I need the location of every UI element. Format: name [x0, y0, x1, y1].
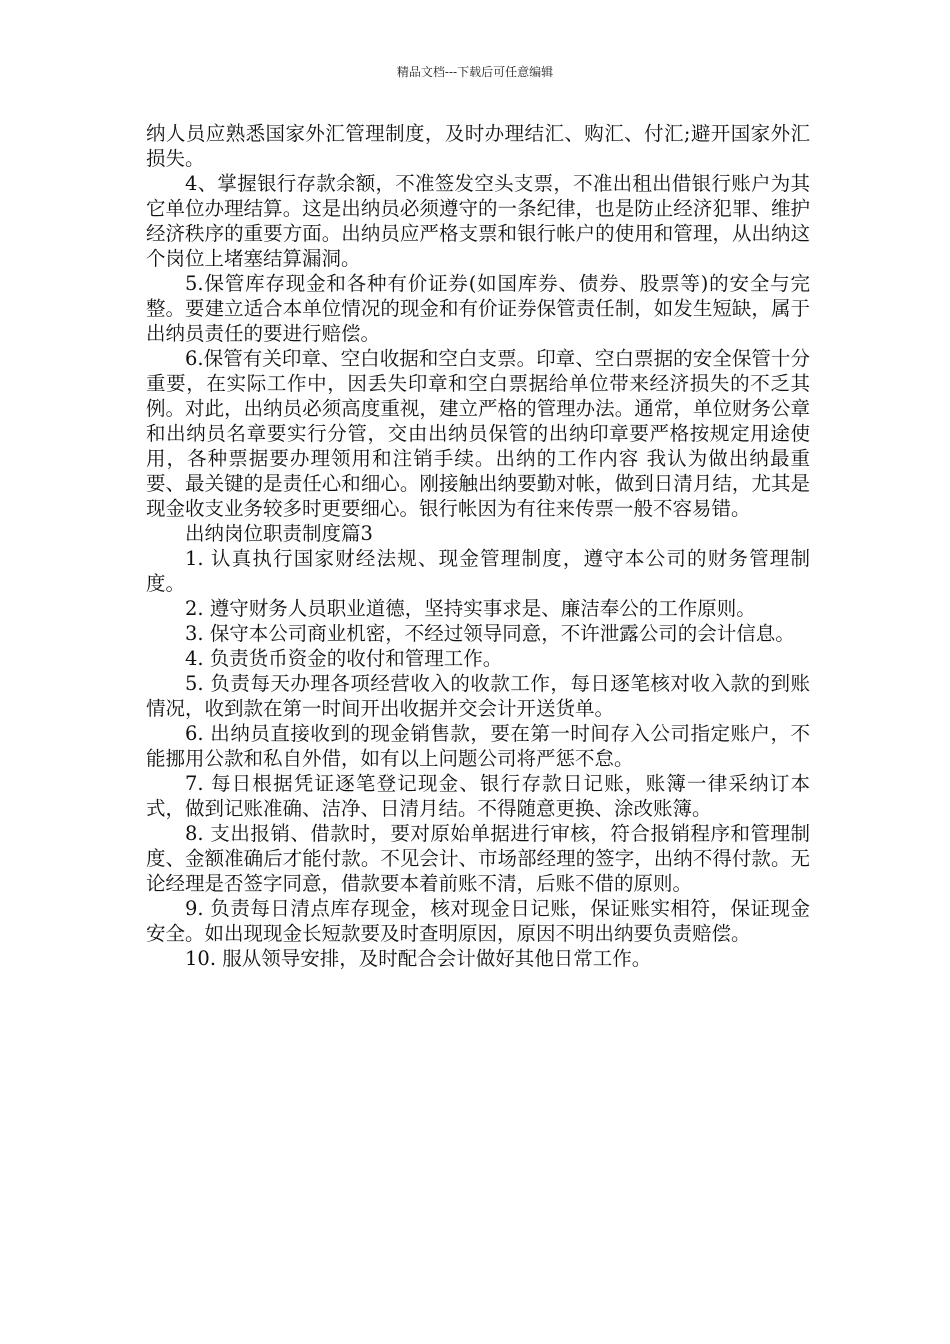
list-item: 5. 负责每天办理各项经营收入的收款工作，每日逐笔核对收入款的到账情况，收到款在第一时间开出收据并交会计开送货单。 — [146, 672, 810, 720]
document-body — [146, 121, 810, 971]
list-item: 6. 出纳员直接收到的现金销售款，要在第一时间存入公司指定账户，不能挪用公款和私自外借，如有以上问题公司将严惩不怠。 — [146, 722, 810, 770]
page-header: 精品文档---下载后可任意编辑 — [396, 65, 554, 79]
list-item: 9. 负责每日清点库存现金，核对现金日记账，保证账实相符，保证现金安全。如出现现金长短款要及时查明原因，原因不明出纳要负责赔偿。 — [146, 897, 810, 945]
section-heading: 出纳岗位职责制度篇3 — [185, 522, 373, 545]
list-item: 10. 服从领导安排，及时配合会计做好其他日常工作。 — [185, 947, 652, 970]
paragraph: 6.保管有关印章、空白收据和空白支票。印章、空白票据的安全保管十分重要，在实际工作中，因丢失印章和空白票据给单位带来经济损失的不乏其例。对此，出纳员必须高度重视，建立严格的管理办法。通常，单位财务公章和出纳员名章要实行分管，交由出纳员保管的出纳印章要严格按规定用途使用，各种票据要办理领用和注销手续。出纳的工作内容 我认为做出纳最重要、最关键的是责任心和细心。刚接触出纳要勤对帐，做到日清月结，尤其是现金收支业务较多时更要细心。银行帐因为有往来传票一般不容易错。 — [146, 347, 810, 520]
paragraph: 5.保管库存现金和各种有价证券(如国库券、债券、股票等)的安全与完整。要建立适合本单位情况的现金和有价证券保管责任制，如发生短缺，属于出纳员责任的要进行赔偿。 — [146, 272, 810, 345]
list-item: 1. 认真执行国家财经法规、现金管理制度，遵守本公司的财务管理制度。 — [146, 547, 810, 595]
paragraph: 纳人员应熟悉国家外汇管理制度，及时办理结汇、购汇、付汇;避开国家外汇损失。 — [146, 122, 810, 170]
list-item: 2. 遵守财务人员职业道德，坚持实事求是、廉洁奉公的工作原则。 — [185, 597, 756, 620]
list-item: 7. 每日根据凭证逐笔登记现金、银行存款日记账，账簿一律采纳订本式，做到记账准确、洁净、日清月结。不得随意更换、涂改账簿。 — [146, 772, 810, 820]
list-item: 4. 负责货币资金的收付和管理工作。 — [185, 647, 503, 670]
list-item: 8. 支出报销、借款时，要对原始单据进行审核，符合报销程序和管理制度、金额准确后才能付款。不见会计、市场部经理的签字，出纳不得付款。无论经理是否签字同意，借款要本着前账不清，后账不借的原则。 — [146, 822, 810, 895]
list-item: 3. 保守本公司商业机密，不经过领导同意，不许泄露公司的会计信息。 — [185, 622, 795, 645]
paragraph: 4、掌握银行存款余额，不准签发空头支票，不准出租出借银行账户为其它单位办理结算。这是出纳员必须遵守的一条纪律，也是防止经济犯罪、维护经济秩序的重要方面。出纳员应严格支票和银行帐户的使用和管理，从出纳这个岗位上堵塞结算漏洞。 — [146, 172, 810, 270]
